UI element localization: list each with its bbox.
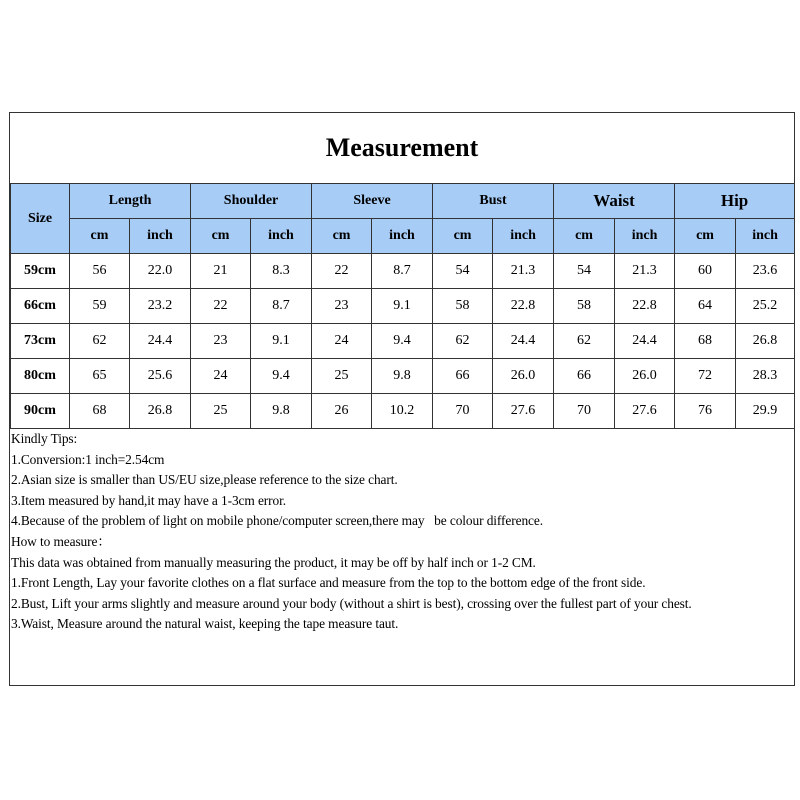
- tip-line: 3.Item measured by hand,it may have a 1-3cm error.: [11, 492, 286, 508]
- table-cell: 21.3: [615, 254, 675, 289]
- table-cell: 58: [554, 289, 615, 324]
- table-cell: 59: [70, 289, 130, 324]
- table-cell: 66: [554, 359, 615, 394]
- unit-header: inch: [493, 219, 554, 254]
- unit-header: cm: [70, 219, 130, 254]
- table-cell: 29.9: [736, 394, 795, 429]
- table-cell: 56: [70, 254, 130, 289]
- table-row: [11, 289, 795, 324]
- table-cell: 8.7: [372, 254, 433, 289]
- unit-header: inch: [736, 219, 795, 254]
- unit-header: cm: [312, 219, 372, 254]
- table-cell: 9.4: [372, 324, 433, 359]
- table-cell: 76: [675, 394, 736, 429]
- table-cell: 21.3: [493, 254, 554, 289]
- tips-section: [10, 429, 794, 635]
- group-header-length: Length: [70, 184, 191, 219]
- size-cell: 80cm: [11, 359, 70, 394]
- group-header-sleeve: Sleeve: [312, 184, 433, 219]
- table-cell: 24.4: [130, 324, 191, 359]
- table-cell: 27.6: [615, 394, 675, 429]
- table-cell: 26.0: [493, 359, 554, 394]
- unit-header: cm: [675, 219, 736, 254]
- table-cell: 64: [675, 289, 736, 324]
- measure-line: 2.Bust, Lift your arms slightly and measure around your body (without a shirt is best), crossing over the fullest part of your chest.: [11, 595, 692, 611]
- unit-header-row: [11, 219, 795, 254]
- tip-line: 1.Conversion:1 inch=2.54cm: [11, 451, 165, 467]
- table-cell: 26.8: [130, 394, 191, 429]
- table-cell: 70: [433, 394, 493, 429]
- unit-header: cm: [554, 219, 615, 254]
- table-cell: 25.6: [130, 359, 191, 394]
- table-cell: 60: [675, 254, 736, 289]
- table-cell: 26.0: [615, 359, 675, 394]
- group-header-shoulder: Shoulder: [191, 184, 312, 219]
- group-header-row: [11, 184, 795, 219]
- table-cell: 72: [675, 359, 736, 394]
- size-cell: 90cm: [11, 394, 70, 429]
- measurement-card: [9, 112, 795, 686]
- table-cell: 28.3: [736, 359, 795, 394]
- size-cell: 59cm: [11, 254, 70, 289]
- tip-line: 4.Because of the problem of light on mobile phone/computer screen,there may be colour difference.: [11, 513, 543, 529]
- table-cell: 24.4: [493, 324, 554, 359]
- table-cell: 8.3: [251, 254, 312, 289]
- table-cell: 22: [312, 254, 372, 289]
- table-cell: 58: [433, 289, 493, 324]
- group-header-hip: Hip: [675, 184, 795, 219]
- table-cell: 9.8: [372, 359, 433, 394]
- table-cell: 23: [312, 289, 372, 324]
- table-cell: 9.4: [251, 359, 312, 394]
- table-cell: 9.1: [372, 289, 433, 324]
- table-cell: 65: [70, 359, 130, 394]
- table-cell: 24: [312, 324, 372, 359]
- unit-header: inch: [615, 219, 675, 254]
- page-title: Measurement: [10, 113, 794, 184]
- table-cell: 22.8: [615, 289, 675, 324]
- unit-header: cm: [191, 219, 251, 254]
- table-cell: 22.0: [130, 254, 191, 289]
- table-row: [11, 324, 795, 359]
- table-row: [11, 359, 795, 394]
- measure-line: This data was obtained from manually measuring the product, it may be off by half inch or 1-2 CM.: [11, 554, 536, 570]
- table-cell: 23.6: [736, 254, 795, 289]
- tip-line: 2.Asian size is smaller than US/EU size,please reference to the size chart.: [11, 472, 398, 488]
- table-row: [11, 254, 795, 289]
- table-cell: 27.6: [493, 394, 554, 429]
- size-cell: 73cm: [11, 324, 70, 359]
- size-chart-table: [10, 183, 795, 429]
- table-cell: 24.4: [615, 324, 675, 359]
- unit-header: cm: [433, 219, 493, 254]
- unit-header: inch: [372, 219, 433, 254]
- table-cell: 26: [312, 394, 372, 429]
- table-cell: 21: [191, 254, 251, 289]
- table-cell: 68: [70, 394, 130, 429]
- measure-heading: How to measure：: [11, 533, 111, 549]
- table-cell: 54: [554, 254, 615, 289]
- table-cell: 25: [191, 394, 251, 429]
- table-cell: 25: [312, 359, 372, 394]
- table-cell: 8.7: [251, 289, 312, 324]
- table-cell: 22: [191, 289, 251, 324]
- table-cell: 70: [554, 394, 615, 429]
- table-cell: 25.2: [736, 289, 795, 324]
- table-cell: 62: [554, 324, 615, 359]
- measure-line: 3.Waist, Measure around the natural waist, keeping the tape measure taut.: [11, 616, 399, 632]
- table-cell: 23.2: [130, 289, 191, 324]
- table-cell: 54: [433, 254, 493, 289]
- table-row: [11, 394, 795, 429]
- table-cell: 26.8: [736, 324, 795, 359]
- tips-heading: Kindly Tips:: [11, 431, 78, 446]
- table-cell: 9.8: [251, 394, 312, 429]
- unit-header: inch: [130, 219, 191, 254]
- size-cell: 66cm: [11, 289, 70, 324]
- table-cell: 9.1: [251, 324, 312, 359]
- table-cell: 23: [191, 324, 251, 359]
- table-cell: 24: [191, 359, 251, 394]
- table-cell: 62: [433, 324, 493, 359]
- unit-header: inch: [251, 219, 312, 254]
- group-header-bust: Bust: [433, 184, 554, 219]
- size-header: Size: [11, 184, 70, 254]
- table-cell: 66: [433, 359, 493, 394]
- table-cell: 10.2: [372, 394, 433, 429]
- table-cell: 22.8: [493, 289, 554, 324]
- table-cell: 68: [675, 324, 736, 359]
- table-cell: 62: [70, 324, 130, 359]
- group-header-waist: Waist: [554, 184, 675, 219]
- measure-line: 1.Front Length, Lay your favorite clothes on a flat surface and measure from the top to the bottom edge of the front side.: [11, 575, 646, 591]
